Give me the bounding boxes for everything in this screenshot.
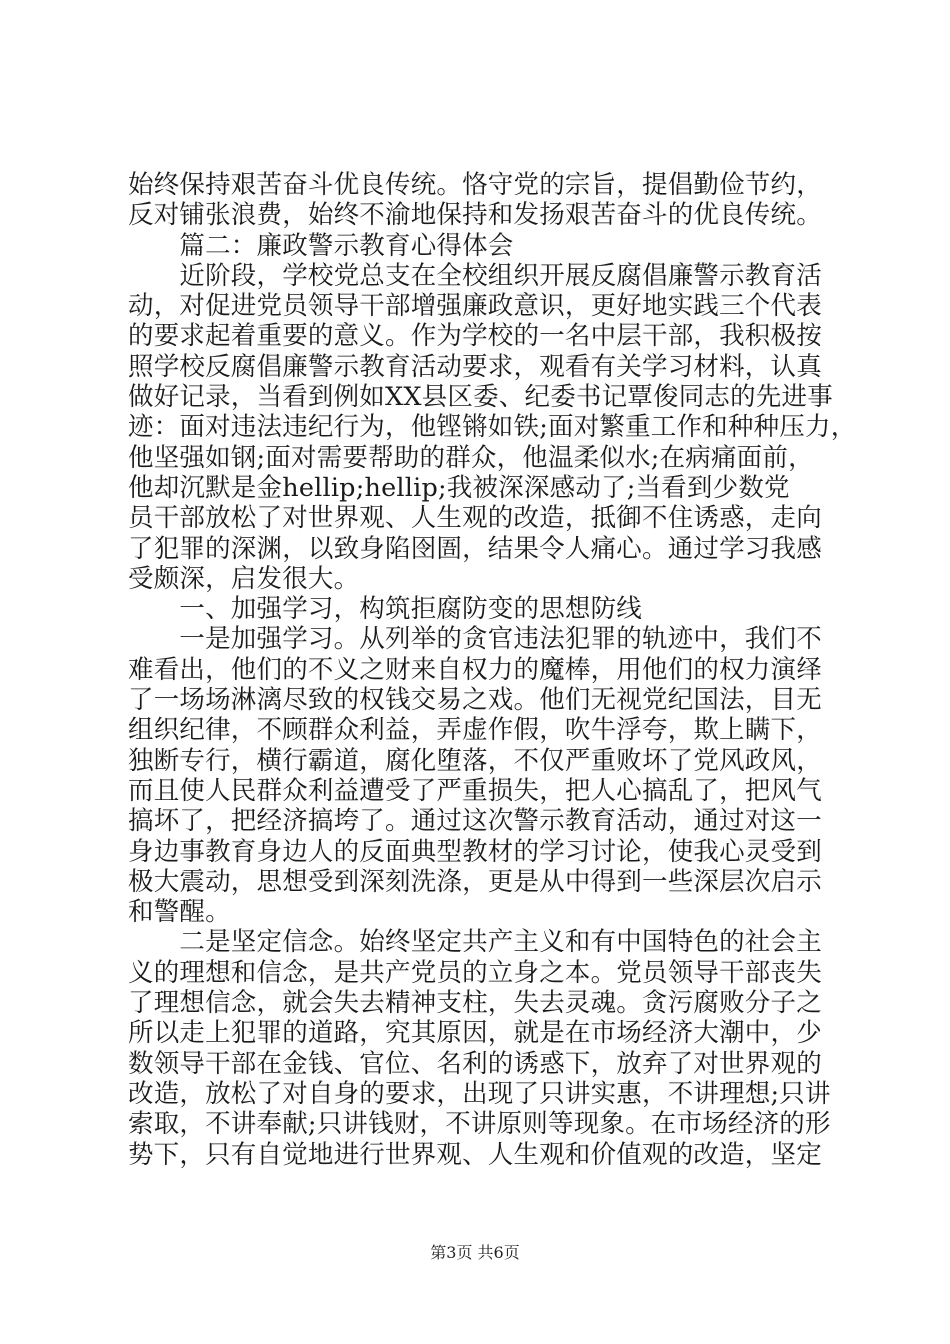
text-line: 他坚强如钢;面对需要帮助的群众，他温柔似水;在病痛面前， — [128, 442, 814, 473]
text-line: 难看出，他们的不义之财来自权力的魔棒，用他们的权力演绎 — [128, 654, 822, 685]
text-line: 身边事教育身边人的反面典型教材的学习讨论，使我心灵受到 — [128, 836, 822, 867]
text-line: 改造，放松了对自身的要求，出现了只讲实惠，不讲理想;只讲 — [128, 1078, 831, 1109]
text-line: 所以走上犯罪的道路，究其原因，就是在市场经济大潮中，少 — [128, 1018, 822, 1049]
page-footer: 第3页 共6页 — [430, 1243, 520, 1262]
text-line: 和警醒。 — [128, 897, 231, 928]
text-line: 了理想信念，就会失去精神支柱，失去灵魂。贪污腐败分子之 — [128, 988, 822, 1019]
text-line: 索取，不讲奉献;只讲钱财，不讲原则等现象。在市场经济的形 — [128, 1109, 831, 1140]
text-line: 反对铺张浪费，始终不渝地保持和发扬艰苦奋斗的优良传统。 — [128, 200, 822, 231]
text-line: 组织纪律，不顾群众利益，弄虚作假，吹牛浮夸，欺上瞒下， — [128, 715, 822, 746]
text-line: 始终保持艰苦奋斗优良传统。恪守党的宗旨，提倡勤俭节约， — [128, 170, 822, 200]
text-line: 迹：面对违法违纪行为，他铿锵如铁;面对繁重工作和种种压力， — [128, 412, 857, 443]
text-line: 近阶段，学校党总支在全校组织开展反腐倡廉警示教育活 — [128, 260, 822, 291]
text-line: 篇二：廉政警示教育心得体会 — [128, 230, 514, 261]
text-line: 照学校反腐倡廉警示教育活动要求，观看有关学习材料，认真 — [128, 351, 822, 382]
text-line: 势下，只有自觉地进行世界观、人生观和价值观的改造，坚定 — [128, 1139, 822, 1170]
text-line: 了犯罪的深渊，以致身陷囹圄，结果令人痛心。通过学习我感 — [128, 533, 822, 564]
text-line: 数领导干部在金钱、官位、名利的诱惑下，放弃了对世界观的 — [128, 1048, 822, 1079]
text-line: 了一场场淋漓尽致的权钱交易之戏。他们无视党纪国法，目无 — [128, 685, 822, 716]
text-line: 员干部放松了对世界观、人生观的改造，抵御不住诱惑，走向 — [128, 503, 822, 534]
text-line: 一、加强学习，构筑拒腐防变的思想防线 — [128, 594, 643, 625]
text-line: 一是加强学习。从列举的贪官违法犯罪的轨迹中，我们不 — [128, 624, 822, 655]
text-line: 做好记录，当看到例如XX县区委、纪委书记覃俊同志的先进事 — [128, 382, 833, 413]
text-line: 而且使人民群众利益遭受了严重损失，把人心搞乱了，把风气 — [128, 775, 822, 806]
document-body — [128, 170, 857, 1170]
text-line: 义的理想和信念，是共产党员的立身之本。党员领导干部丧失 — [128, 957, 822, 988]
text-line: 受颇深，启发很大。 — [128, 563, 360, 594]
text-line: 二是坚定信念。始终坚定共产主义和有中国特色的社会主 — [128, 927, 822, 958]
text-line: 他却沉默是金hellip;hellip;我被深深感动了;当看到少数党 — [128, 472, 790, 503]
text-line: 搞坏了，把经济搞垮了。通过这次警示教育活动，通过对这一 — [128, 806, 822, 837]
text-line: 极大震动，思想受到深刻洗涤，更是从中得到一些深层次启示 — [128, 866, 822, 897]
text-line: 动，对促进党员领导干部增强廉政意识，更好地实践三个代表 — [128, 291, 822, 322]
text-line: 的要求起着重要的意义。作为学校的一名中层干部，我积极按 — [128, 321, 822, 352]
text-line: 独断专行，横行霸道，腐化堕落，不仅严重败坏了党风政风， — [128, 745, 822, 776]
